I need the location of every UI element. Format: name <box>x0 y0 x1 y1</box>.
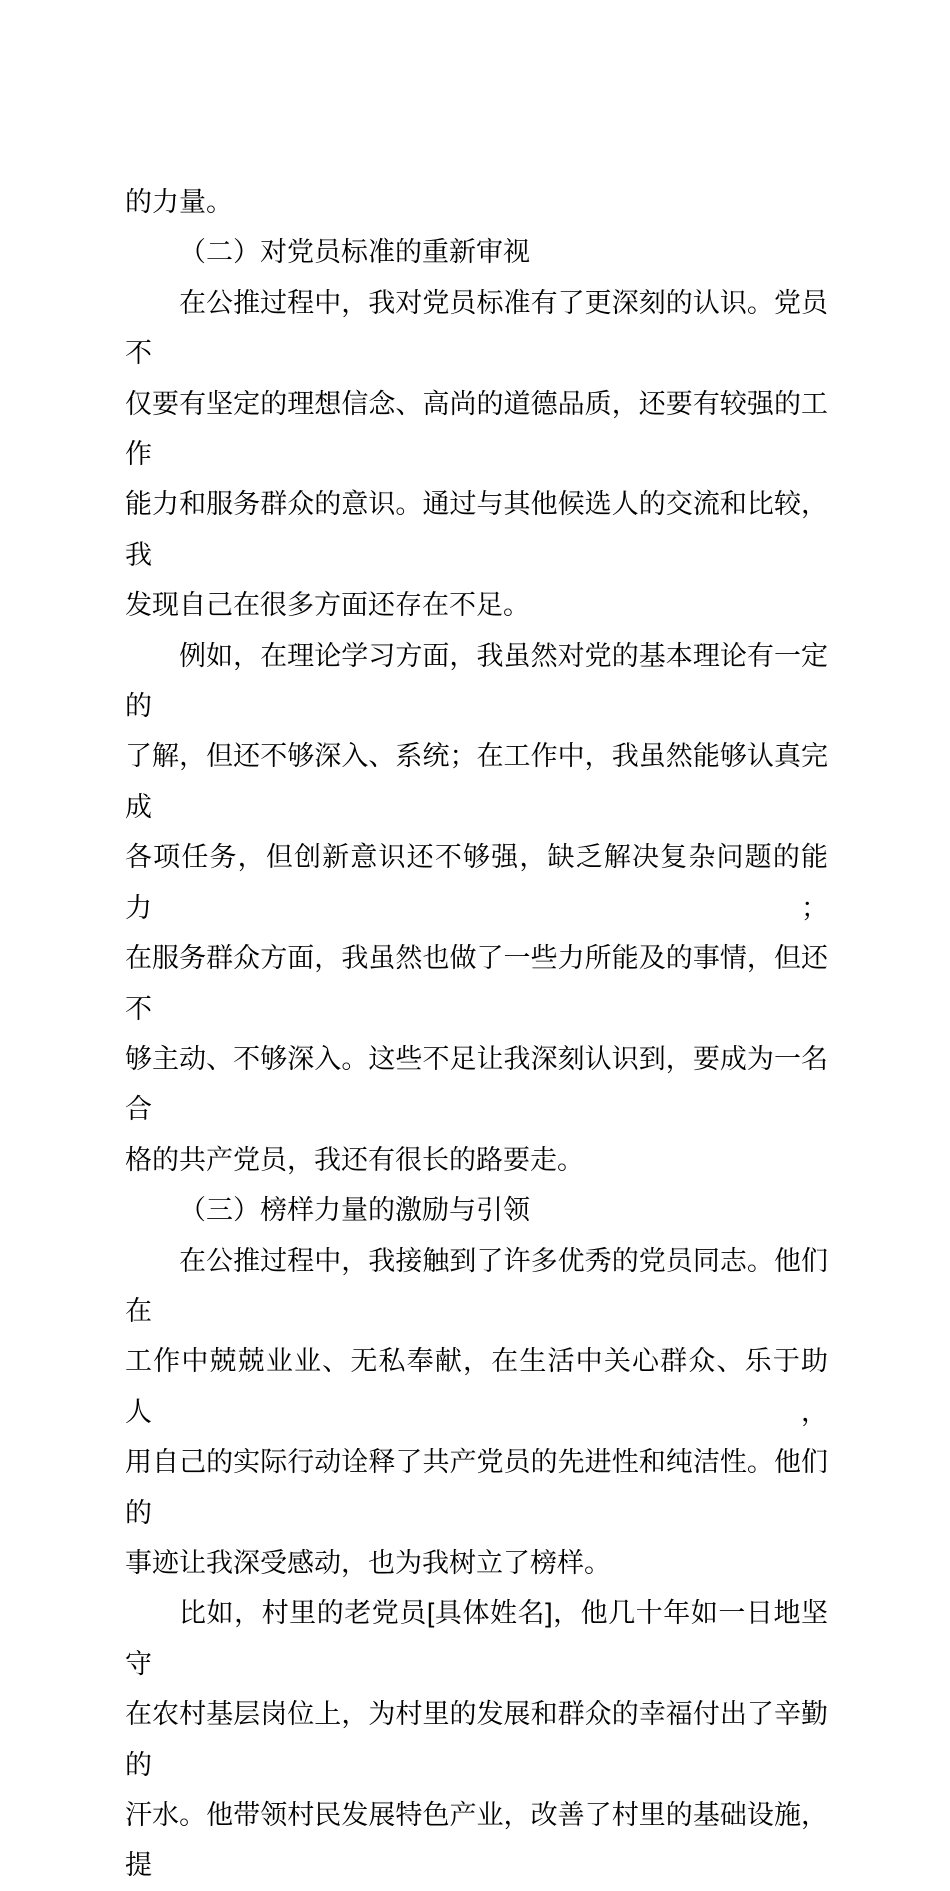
text-line: 了解，但还不够深入、系统；在工作中，我虽然能够认真完成 <box>125 741 828 822</box>
text-line: 在农村基层岗位上，为村里的发展和群众的幸福付出了辛勤的 <box>125 1699 828 1780</box>
text-line: 各项任务，但创新意识还不够强，缺乏解决复杂问题的能力； <box>125 842 828 923</box>
text-line: 能力和服务群众的意识。通过与其他候选人的交流和比较，我 <box>125 489 828 570</box>
text-line: 仅要有坚定的理想信念、高尚的道德品质，还要有较强的工作 <box>125 388 828 470</box>
text-line: 事迹让我深受感动，也为我树立了榜样。 <box>125 1547 611 1578</box>
text-line: 汗水。他带领村民发展特色产业，改善了村里的基础设施，提 <box>125 1800 828 1881</box>
text-line: 的力量。 <box>125 187 233 217</box>
text-line: 在服务群众方面，我虽然也做了一些力所能及的事情，但还不 <box>125 943 828 1024</box>
text-line: （二）对党员标准的重新审视 <box>179 237 530 268</box>
text-line: 工作中兢兢业业、无私奉献，在生活中关心群众、乐于助人， <box>125 1346 828 1427</box>
text-line: 格的共产党员，我还有很长的路要走。 <box>125 1144 584 1175</box>
text-line: 够主动、不够深入。这些不足让我深刻认识到，要成为一名合 <box>125 1043 828 1125</box>
text-line: （三）榜样力量的激励与引领 <box>179 1195 530 1226</box>
text-line: 在公推过程中，我对党员标准有了更深刻的认识。党员不 <box>125 287 828 369</box>
document-body <box>125 177 828 1891</box>
text-line: 例如，在理论学习方面，我虽然对党的基本理论有一定的 <box>125 640 828 722</box>
text-line: 比如，村里的老党员[具体姓名]，他几十年如一日地坚守 <box>125 1598 828 1679</box>
text-line: 用自己的实际行动诠释了共产党员的先进性和纯洁性。他们的 <box>125 1447 828 1528</box>
text-line: 发现自己在很多方面还存在不足。 <box>125 590 530 621</box>
text-line: 在公推过程中，我接触到了许多优秀的党员同志。他们在 <box>125 1245 828 1326</box>
